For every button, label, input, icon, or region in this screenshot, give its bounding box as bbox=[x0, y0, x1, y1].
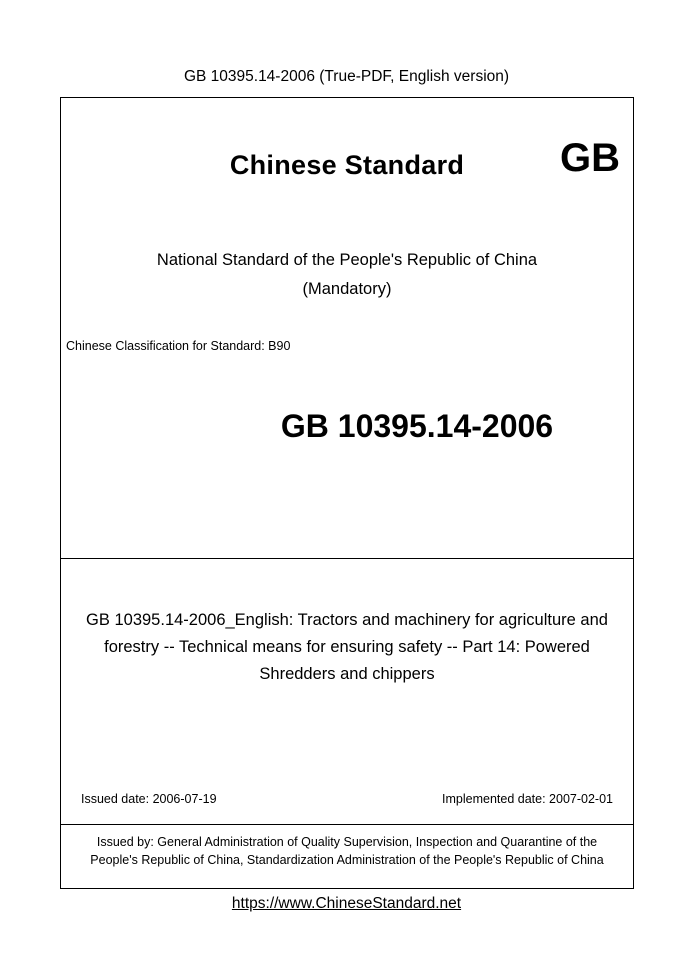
gb-logo: GB bbox=[560, 136, 620, 180]
national-standard-block bbox=[61, 246, 633, 304]
standard-number: GB 10395.14-2006 bbox=[280, 408, 554, 444]
date-row bbox=[81, 792, 613, 806]
issuer-statement: Issued by: General Administration of Quality Supervision, Inspection and Quarantine of the People's Republic of China, Standardization Administration of the People's Republic of China bbox=[90, 835, 604, 867]
classification-code: Chinese Classification for Standard: B90 bbox=[66, 339, 291, 353]
national-standard-line1: National Standard of the People's Republic of China bbox=[156, 251, 538, 269]
implemented-date: Implemented date: 2007-02-01 bbox=[442, 792, 613, 806]
document-header-title: GB 10395.14-2006 (True-PDF, English version) bbox=[183, 68, 510, 85]
national-standard-line2: (Mandatory) bbox=[302, 280, 392, 298]
cover-frame bbox=[60, 97, 634, 889]
issued-date: Issued date: 2006-07-19 bbox=[81, 792, 217, 806]
cover-upper-section bbox=[61, 98, 633, 559]
page-title: Chinese Standard bbox=[229, 150, 465, 180]
english-title: GB 10395.14-2006_English: Tractors and machinery for agriculture and forestry -- Technical means for ensuring safety -- Part 14: Powered Shredders and chippers bbox=[86, 611, 608, 683]
cover-lower-section bbox=[61, 559, 633, 825]
footer-website-link[interactable]: https://www.ChineseStandard.net bbox=[231, 895, 462, 912]
